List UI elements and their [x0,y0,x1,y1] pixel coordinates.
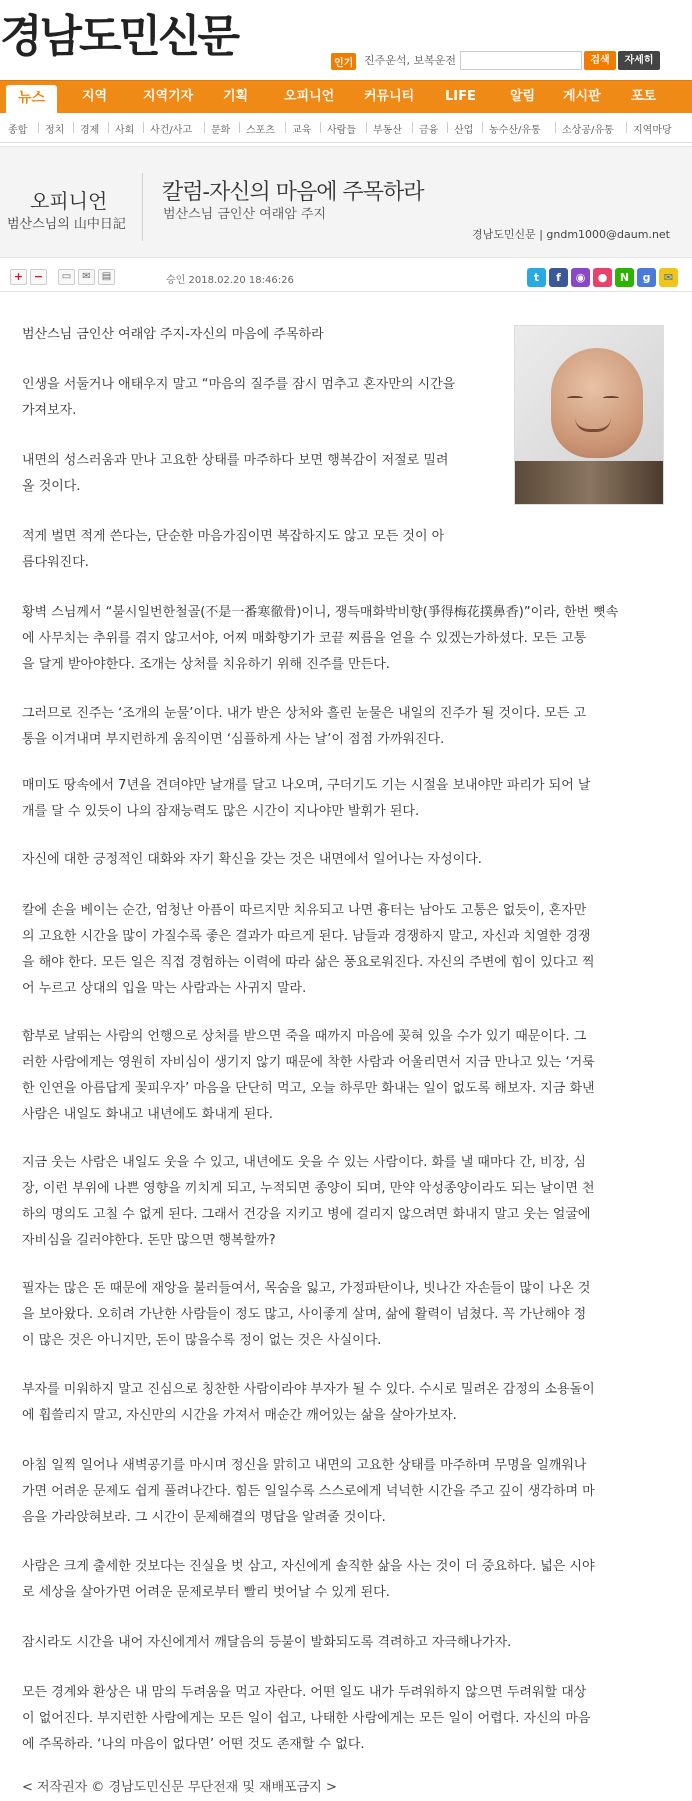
subnav-item[interactable]: 금융 [419,125,439,136]
article-paragraph [22,448,449,500]
subnav-divider [366,122,367,133]
paragraph-line: 로 세상을 살아가면 어려운 문제로부터 빨리 벗어날 수 있게 된다. [22,1585,390,1600]
article-paragraph [22,372,455,424]
article-paragraph [22,600,618,678]
subnav-divider [143,122,144,133]
nav-item-board[interactable]: 게시판 [563,89,601,104]
article-paragraph [22,1680,590,1758]
nav-item-notice[interactable]: 알림 [510,89,536,104]
nav-item-life[interactable]: LIFE [445,89,476,104]
paragraph-line: 올 것이다. [22,479,81,494]
article-paragraph [22,322,324,348]
paragraph-line: 사람은 크게 출세한 것보다는 진실을 벗 삼고, 자신에게 솔직한 삶을 사는 것이 더 중요하다. 넓은 시야 [22,1559,595,1574]
naver-icon[interactable]: N [615,268,634,287]
subnav-item[interactable]: 사람들 [327,125,356,136]
subnav-item[interactable]: 사회 [115,125,135,136]
photo-eye [567,396,583,400]
paragraph-line: 칼에 손을 베이는 순간, 엄청난 아픔이 따르지만 치유되고 나면 흉터는 남아도 고통은 없듯이, 혼자만 [22,903,587,918]
search-input[interactable] [460,51,582,70]
paragraph-line: 자비심을 길러야한다. 돈만 많으면 행복할까? [22,1233,276,1248]
subnav-divider [555,122,556,133]
article-paragraph [22,524,444,576]
paragraph-line: 내면의 성스러움과 만나 고요한 상태를 마주하다 보면 행복감이 저절로 밀려 [22,453,449,468]
paragraph-line: 부자를 미워하지 말고 진심으로 칭찬한 사람이라야 부자가 될 수 있다. 수시로 밀려온 감정의 소용돌이 [22,1382,595,1397]
paragraph-line: 그러므로 진주는 ‘조개의 눈물’이다. 내가 받은 상처와 흘린 눈물은 내일의 진주가 될 것이다. 모든 고 [22,706,587,721]
paragraph-line: 필자는 많은 돈 때문에 재앙을 불러들여서, 목숨을 잃고, 가정파탄이나, 빗나간 자손들이 많이 나온 것 [22,1281,591,1296]
logo-text: 경남도민신문 [0,11,238,62]
paragraph-line: 에 주목하라. ‘나의 마음이 없다면’ 어떤 것도 존재할 수 없다. [22,1737,365,1752]
paragraph-line: 에 사무치는 추위를 겪지 않고서야, 어찌 매화향기가 코끝 찌름을 얻을 수 있겠는가하셨다. 모든 고통 [22,631,587,646]
paragraph-line: 장, 이런 부위에 나쁜 영향을 끼치게 되고, 누적되면 종양이 되며, 만약 악성종양이라도 되는 날이면 천 [22,1181,595,1196]
article-paragraph [22,1630,511,1656]
paragraph-line: 한 인연을 아름답게 꽃피우자’ 마음을 단단히 먹고, 오늘 하루만 화내는 일이 없도록 해보자. 지금 화낸 [22,1081,595,1096]
google-icon[interactable]: g [637,268,656,287]
subnav-divider [204,122,205,133]
paragraph-line: 가면 어려운 문제도 쉽게 풀려나간다. 힘든 일일수록 스스로에게 넉넉한 시간을 주고 깊이 생각하며 마 [22,1484,595,1499]
nav-item-region-reporter[interactable]: 지역기자 [143,89,194,104]
article-paragraph [22,847,482,873]
yozm-icon[interactable]: ◉ [571,268,590,287]
article-toolbar [0,262,692,292]
paragraph-line: 인생을 서둘거나 애태우지 말고 “마음의 질주를 잠시 멈추고 혼자만의 시간을 [22,377,456,392]
me2day-icon[interactable]: ● [593,268,612,287]
article-paragraph [22,1024,595,1128]
subnav-divider [320,122,321,133]
subnav-divider [285,122,286,133]
paragraph-line: 황벽 스님께서 “불시일번한철골(不是一番寒徹骨)이니, 쟁득매화박비향(爭得梅花撲鼻香)”이라, 한번 뼛속 [22,605,619,620]
article-paragraph [22,1276,590,1354]
hot-keyword-badge: 인기 [331,53,356,70]
subnav-divider [482,122,483,133]
author-photo [514,325,664,505]
nav-item-region[interactable]: 지역 [82,89,108,104]
paragraph-line: 자신에 대한 긍정적인 대화와 자기 확신을 갖는 것은 내면에서 일어나는 자성이다. [22,852,482,867]
subnav-divider [412,122,413,133]
paragraph-line: 매미도 땅속에서 7년을 견뎌야만 날개를 달고 나오며, 구더기도 기는 시절을 보내야만 파리가 되어 날 [22,778,591,793]
paragraph-line: 가져보자. [22,403,77,418]
copyright-notice: < 저작권자 © 경남도민신문 무단전재 및 재배포금지 > [22,1780,337,1795]
subnav-item[interactable]: 정치 [45,125,65,136]
scrap-icon[interactable]: ▤ [98,269,115,285]
paragraph-line: 범산스님 금인산 여래암 주지-자신의 마음에 주목하라 [22,327,324,342]
subnav-item[interactable]: 소상공/유통 [562,125,614,136]
detail-search-button[interactable]: 자세히 [618,51,660,70]
nav-item-planning[interactable]: 기획 [223,89,249,104]
article-title: 칼럼-자신의 마음에 주목하라 [162,180,424,205]
paragraph-line: 러한 사람에게는 영원히 자비심이 생기지 않기 때문에 착한 사람과 어울리면서 지금 만나고 있는 ‘거룩 [22,1055,595,1070]
subnav-divider [447,122,448,133]
subnav-item[interactable]: 종합 [8,125,28,136]
paragraph-line: 어 누르고 상대의 입을 막는 사람과는 사귀지 말라. [22,981,307,996]
paragraph-line: 에 휩쓸리지 말고, 자신만의 시간을 가져서 매순간 깨어있는 삶을 살아가보자. [22,1408,457,1423]
subnav-divider [239,122,240,133]
column-name: 범산스님의 山中日記 [7,217,126,232]
subnav-item[interactable]: 산업 [454,125,474,136]
paragraph-line: 잠시라도 시간을 내어 자신에게서 깨달음의 등불이 발화되도록 격려하고 자극해나가자. [22,1635,512,1650]
paragraph-line: 개를 달 수 있듯이 나의 잠재능력도 많은 시간이 지나야만 발휘가 된다. [22,804,420,819]
article-paragraph [22,1453,595,1531]
subnav-item[interactable]: 농수산/유통 [489,125,541,136]
paragraph-line: 을 보아왔다. 오히려 가난한 사람들이 정도 많고, 사이좋게 살며, 삶에 활력이 넘쳤다. 꼭 가난해야 정 [22,1307,587,1322]
header-divider [142,173,143,241]
search-button[interactable]: 검색 [584,51,616,70]
font-decrease-button[interactable]: − [30,269,47,285]
paragraph-line: 의 고요한 시간을 많이 가질수록 좋은 결과가 따르게 된다. 남들과 경쟁하지 말고, 자신과 치열한 경쟁 [22,929,591,944]
paragraph-line: 지금 웃는 사람은 내일도 웃을 수 있고, 내년에도 웃을 수 있는 사람이다. 화를 낼 때마다 간, 비장, 심 [22,1155,586,1170]
photo-eye [603,396,619,400]
subnav-item[interactable]: 사건/사고 [150,125,193,136]
article-paragraph [22,701,586,753]
main-nav [0,80,692,113]
facebook-icon[interactable]: f [549,268,568,287]
article-paragraph [22,898,595,1002]
nav-item-news[interactable]: 뉴스 [6,85,57,114]
paragraph-line: 사람은 내일도 화내고 내년에도 화내게 된다. [22,1107,273,1122]
article-paragraph [22,1377,595,1429]
byline[interactable]: 경남도민신문 | gndm1000@daum.net [471,228,670,241]
nav-item-photo[interactable]: 포토 [631,89,657,104]
paragraph-line: 음을 가라앉혀보라. 그 시간이 문제해결의 명답을 알려줄 것이다. [22,1510,386,1525]
twitter-icon[interactable]: t [527,268,546,287]
mail-share-icon[interactable]: ✉ [659,268,678,287]
photo-head [551,348,643,458]
font-increase-button[interactable]: + [10,269,27,285]
hot-keyword-link[interactable]: 진주운석, 보복운전 [364,54,457,67]
subnav-item[interactable]: 교육 [292,125,312,136]
article-paragraph [22,773,590,825]
paragraph-line: 하의 명의도 고칠 수 없게 된다. 그래서 건강을 지키고 병에 걸리지 않으려면 화내지 말고 웃는 얼굴에 [22,1207,591,1222]
nav-item-opinion[interactable]: 오피니언 [284,89,335,104]
subnav-divider [626,122,627,133]
subnav-divider [38,122,39,133]
paragraph-line: 을 달게 받아야한다. 조개는 상처를 치유하기 위해 진주를 만든다. [22,657,390,672]
paragraph-line: 이 없어진다. 부지런한 사람에게는 모든 일이 쉽고, 나태한 사람에게는 모든 일이 어렵다. 자신의 마음 [22,1711,591,1726]
section-title[interactable]: 오피니언 [30,189,108,213]
paragraph-line: 아침 일찍 일어나 새벽공기를 마시며 정신을 맑히고 내면의 고요한 상태를 마주하며 무명을 일깨워나 [22,1458,587,1473]
article-paragraph [22,1554,595,1606]
email-icon[interactable]: ✉ [78,269,95,285]
paragraph-line: 름다워진다. [22,555,89,570]
subnav-item[interactable]: 스포츠 [246,125,275,136]
paragraph-line: 이 많은 것은 아니지만, 돈이 많을수록 정이 없는 것은 사실이다. [22,1333,382,1348]
article-paragraph [22,1150,595,1254]
site-logo[interactable] [0,12,237,62]
subnav-item[interactable]: 지역마당 [633,125,672,136]
photo-robe [515,461,664,505]
subnav-item[interactable]: 문화 [211,125,231,136]
paragraph-line: 을 해야 한다. 모든 일은 직접 경험하는 이력에 따라 삶은 풍요로워진다. 자신의 주변에 힘이 있다고 찍 [22,955,595,970]
article-header [0,146,692,258]
print-icon[interactable]: ▭ [58,269,75,285]
paragraph-line: 모든 경계와 환상은 내 맘의 두려움을 먹고 자란다. 어떤 일도 내가 두려워하지 않으면 두려워할 대상 [22,1685,587,1700]
paragraph-line: 통을 이겨내며 부지런하게 움직이면 ‘심플하게 사는 날’이 점점 가까워진다. [22,732,445,747]
subnav-divider [108,122,109,133]
paragraph-line: 적게 벌면 적게 쓴다는, 단순한 마음가짐이면 복잡하지도 않고 모든 것이 아 [22,529,445,544]
paragraph-line: 함부로 날뛰는 사람의 언행으로 상처를 받으면 죽을 때까지 마음에 꽂혀 있을 수가 있기 때문이다. 그 [22,1029,587,1044]
subnav-item[interactable]: 경제 [80,125,100,136]
site-header [0,0,692,80]
sub-nav [0,113,692,143]
subnav-divider [73,122,74,133]
approved-timestamp: 승인 2018.02.20 18:46:26 [166,275,294,286]
subnav-item[interactable]: 부동산 [373,125,402,136]
article-subtitle: 범산스님 금인산 여래암 주지 [163,207,327,222]
nav-item-community[interactable]: 커뮤니티 [364,89,415,104]
